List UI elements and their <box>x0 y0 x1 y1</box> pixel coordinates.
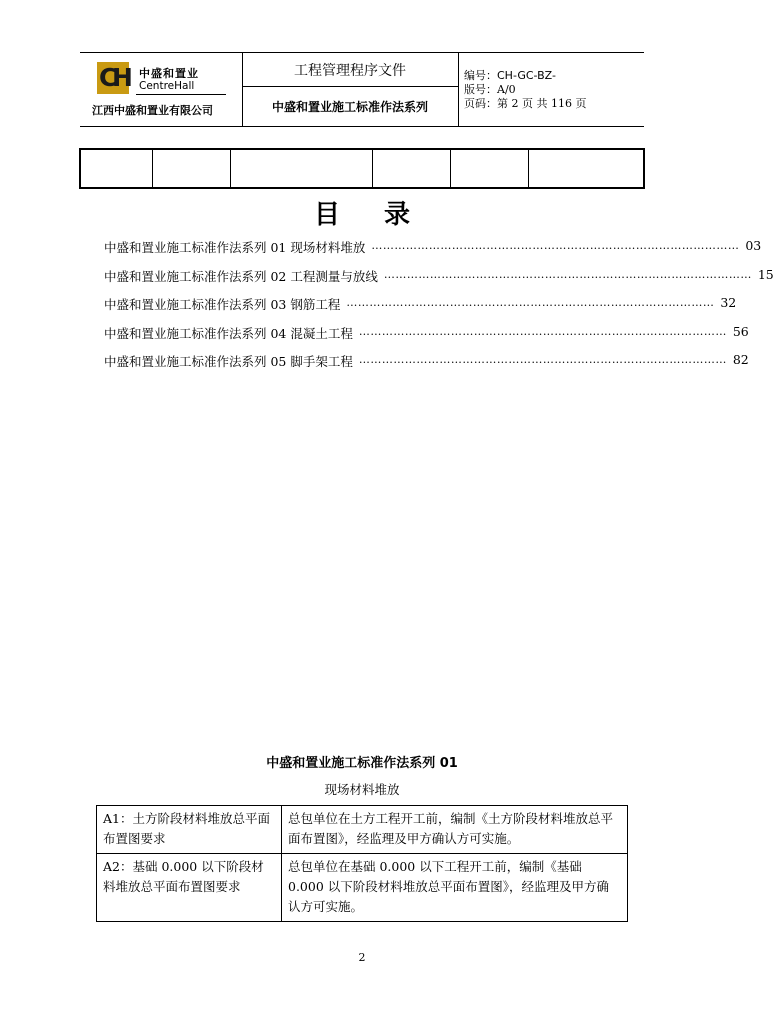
code-value: CH-GC-BZ- <box>497 69 556 82</box>
document-header <box>80 52 644 127</box>
series-title: 中盛和置业施工标准作法系列 <box>271 100 428 114</box>
requirement-item: A2：基础 0.000 以下阶段材料堆放总平面布置图要求 <box>97 854 282 922</box>
logo-divider <box>136 94 226 95</box>
empty-grid-bar <box>79 148 645 189</box>
requirements-table <box>96 805 628 922</box>
toc-entry[interactable] <box>104 238 762 267</box>
table-of-contents <box>104 238 774 381</box>
toc-entry-page: 03 <box>745 238 762 253</box>
toc-entry-label: 中盛和置业施工标准作法系列 04 混凝土工程 <box>104 325 353 341</box>
toc-entry-page: 56 <box>732 323 749 339</box>
section-subtitle: 现场材料堆放 <box>324 782 400 797</box>
toc-entry-page: 15 <box>757 266 774 282</box>
logo-name-en: CentreHall <box>139 80 195 92</box>
page-label: 页码： <box>464 97 497 110</box>
logo-letter-h: H <box>112 63 133 92</box>
requirement-text: 总包单位在土方工程开工前，编制《土方阶段材料堆放总平面布置图》，经监理及甲方确认方可实施。 <box>282 806 628 854</box>
page-value: 第 2 页 共 116 页 <box>497 97 587 110</box>
grid-cell <box>81 150 153 187</box>
grid-cell <box>373 150 451 187</box>
logo-block <box>80 53 242 126</box>
toc-leader-dots: …………………………………………………………………………………… <box>358 324 727 338</box>
toc-entry-label: 中盛和置业施工标准作法系列 01 现场材料堆放 <box>104 240 366 255</box>
grid-cell <box>451 150 529 187</box>
grid-cell <box>231 150 373 187</box>
toc-entry-label: 中盛和置业施工标准作法系列 02 工程测量与放线 <box>104 268 378 284</box>
toc-leader-dots: …………………………………………………………………………………… <box>371 239 740 252</box>
requirement-item: A1：土方阶段材料堆放总平面布置图要求 <box>97 806 282 854</box>
toc-entry[interactable] <box>104 352 749 381</box>
toc-title-char: 目 <box>313 200 340 230</box>
table-row <box>97 854 628 922</box>
toc-title-char: 录 <box>384 200 411 230</box>
code-label: 编号： <box>464 69 497 82</box>
toc-leader-dots: …………………………………………………………………………………… <box>346 296 715 309</box>
section-title: 中盛和置业施工标准作法系列 01 <box>266 756 458 771</box>
toc-entry[interactable] <box>104 323 749 353</box>
doc-title: 工程管理程序文件 <box>294 63 406 79</box>
version-value: A/0 <box>497 83 516 96</box>
toc-entry[interactable] <box>104 266 774 296</box>
company-name: 江西中盛和置业有限公司 <box>92 104 213 117</box>
toc-entry[interactable] <box>104 295 737 324</box>
page-number: 2 <box>358 951 366 964</box>
toc-entry-page: 32 <box>720 295 737 310</box>
version-label: 版号： <box>464 83 497 96</box>
toc-leader-dots: …………………………………………………………………………………… <box>358 353 727 366</box>
page-line <box>464 95 586 111</box>
grid-cell <box>529 150 643 187</box>
toc-entry-label: 中盛和置业施工标准作法系列 05 脚手架工程 <box>104 354 353 369</box>
title-divider <box>242 86 458 87</box>
toc-leader-dots: …………………………………………………………………………………… <box>383 267 752 281</box>
grid-cell <box>153 150 231 187</box>
meta-block <box>464 53 644 126</box>
title-block <box>242 53 458 126</box>
requirement-text: 总包单位在基础 0.000 以下工程开工前，编制《基础 0.000 以下阶段材料堆放总平面布置图》，经监理及甲方确认方可实施。 <box>282 854 628 922</box>
logo-name-cn: 中盛和置业 <box>139 67 199 80</box>
header-divider <box>458 53 459 126</box>
table-row <box>97 806 628 854</box>
toc-entry-label: 中盛和置业施工标准作法系列 03 钢筋工程 <box>104 297 341 312</box>
company-logo-icon <box>97 62 133 94</box>
logo-letter-c: C <box>99 63 118 92</box>
toc-entry-page: 82 <box>732 352 749 367</box>
toc-title <box>0 194 724 231</box>
